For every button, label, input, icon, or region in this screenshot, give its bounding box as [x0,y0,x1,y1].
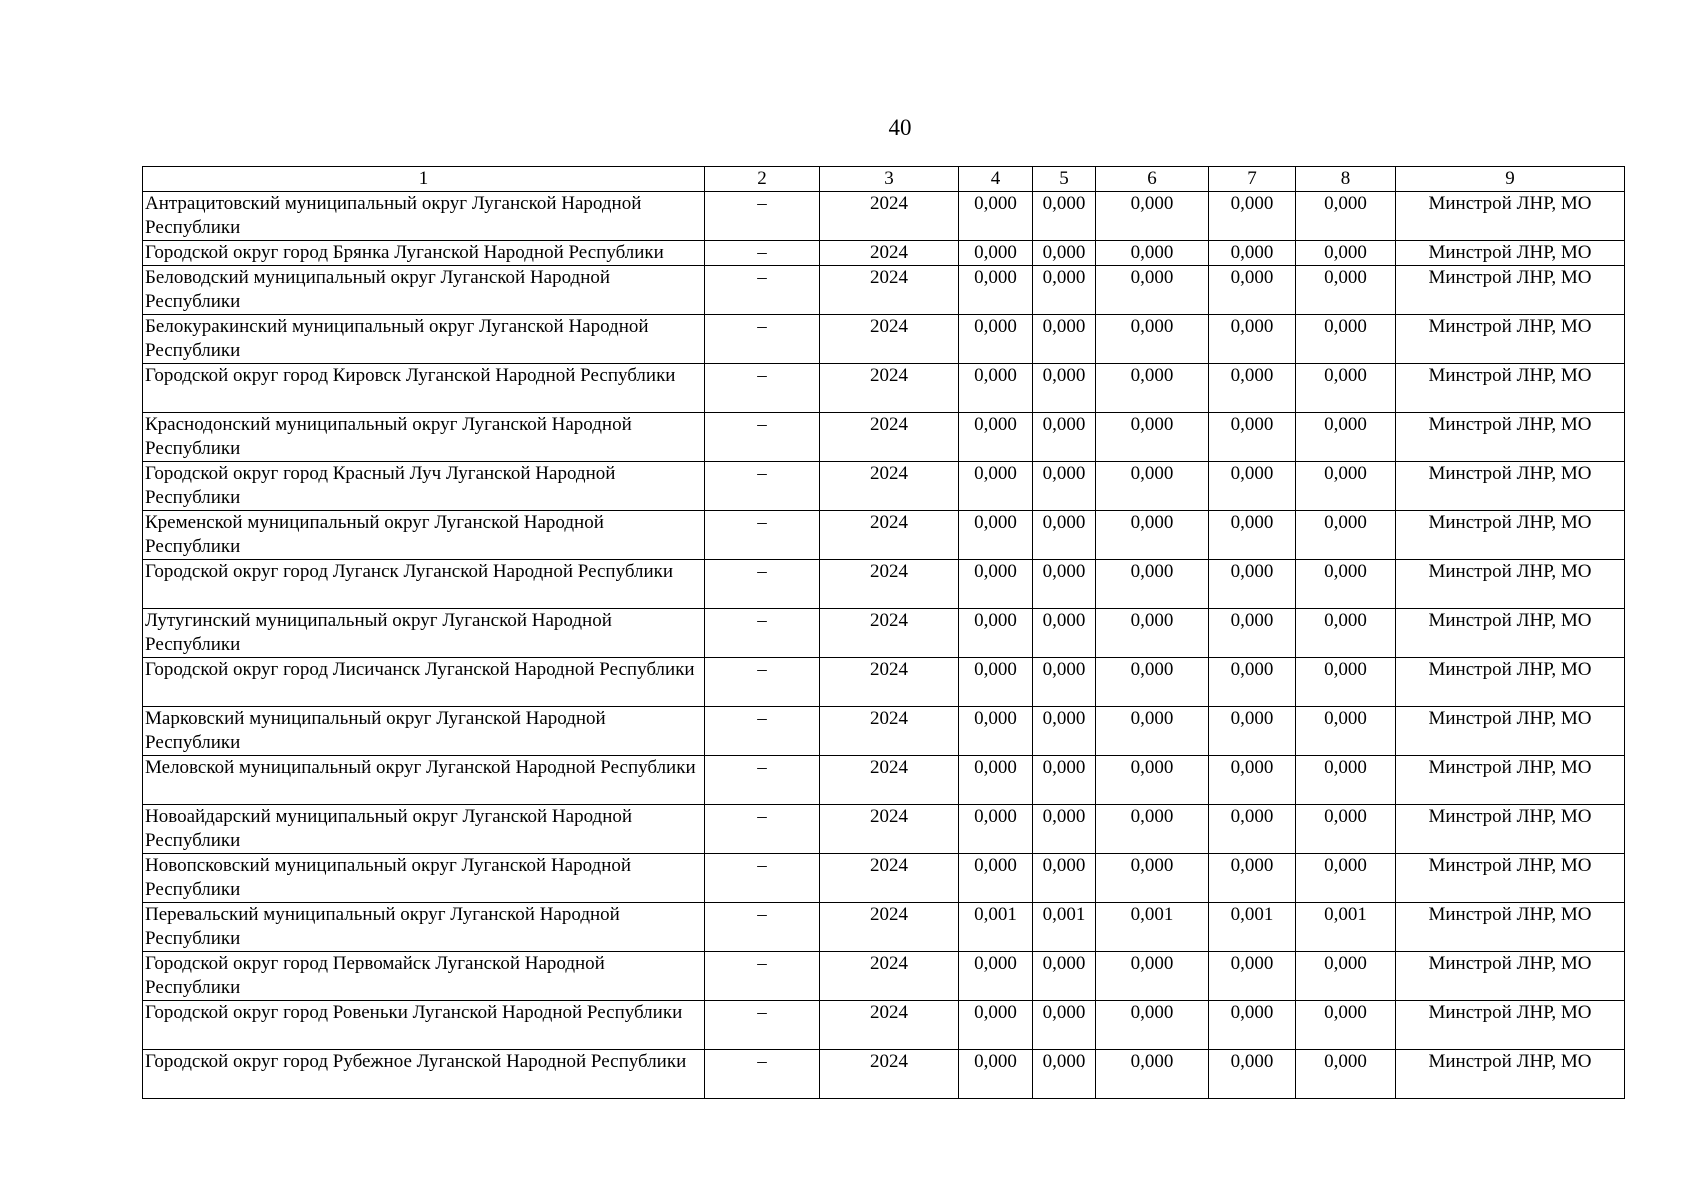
table-cell: Минстрой ЛНР, МО [1396,609,1625,658]
table-cell: 0,000 [1209,854,1296,903]
table-row [143,609,1625,658]
table-cell: 0,000 [1033,364,1096,413]
table-cell: 0,000 [1033,854,1096,903]
municipality-name-cell: Городской округ город Рубежное Луганской Народной Республики [143,1050,705,1099]
table-cell: – [705,903,820,952]
table-cell: 2024 [820,658,959,707]
table-cell: Минстрой ЛНР, МО [1396,364,1625,413]
table-cell: 0,000 [959,952,1033,1001]
table-cell: Минстрой ЛНР, МО [1396,315,1625,364]
table-cell: 2024 [820,364,959,413]
table-row [143,903,1625,952]
table-cell: – [705,241,820,266]
municipality-name-cell: Городской округ город Луганск Луганской Народной Республики [143,560,705,609]
table-cell: 0,000 [1209,707,1296,756]
table-cell: – [705,266,820,315]
header-cell: 3 [820,167,959,192]
table-cell: 0,001 [1033,903,1096,952]
municipality-name-cell: Меловской муниципальный округ Луганской Народной Республики [143,756,705,805]
table-cell: 2024 [820,1050,959,1099]
table-cell: 0,000 [1296,1001,1396,1050]
table-row [143,462,1625,511]
table-cell: 0,000 [1096,413,1209,462]
table-cell: 0,000 [1296,854,1396,903]
table-cell: 0,000 [1033,609,1096,658]
table-row [143,266,1625,315]
table-cell: 0,000 [1033,241,1096,266]
table-cell: 0,000 [1033,658,1096,707]
table-cell: 0,000 [959,192,1033,241]
table-cell: 2024 [820,560,959,609]
table-cell: Минстрой ЛНР, МО [1396,707,1625,756]
table-cell: 2024 [820,315,959,364]
table-cell: – [705,756,820,805]
table-row [143,707,1625,756]
municipality-name-cell: Перевальский муниципальный округ Луганской Народной Республики [143,903,705,952]
table-cell: 0,000 [1033,266,1096,315]
table-cell: 0,000 [1209,952,1296,1001]
table-cell: – [705,413,820,462]
table-cell: 0,001 [959,903,1033,952]
table-cell: 2024 [820,903,959,952]
table-cell: – [705,609,820,658]
table-cell: 2024 [820,192,959,241]
municipality-name-cell: Городской округ город Ровеньки Луганской Народной Республики [143,1001,705,1050]
table-cell: 2024 [820,805,959,854]
table-cell: 0,000 [1209,315,1296,364]
table-cell: 0,000 [1033,462,1096,511]
table-cell: 0,000 [1033,560,1096,609]
table-cell: 0,000 [1033,1050,1096,1099]
header-cell: 8 [1296,167,1396,192]
table-cell: Минстрой ЛНР, МО [1396,1001,1625,1050]
table-cell: 0,000 [959,609,1033,658]
table-cell: 2024 [820,266,959,315]
table-cell: 0,000 [1209,364,1296,413]
table-cell: 0,000 [1209,192,1296,241]
header-cell: 7 [1209,167,1296,192]
municipality-name-cell: Новоайдарский муниципальный округ Луганской Народной Республики [143,805,705,854]
table-cell: Минстрой ЛНР, МО [1396,266,1625,315]
table-cell: – [705,462,820,511]
table-cell: 0,000 [959,756,1033,805]
table-cell: 0,000 [1296,192,1396,241]
table-cell: 0,000 [1096,609,1209,658]
table-cell: 0,000 [959,413,1033,462]
table-cell: 0,000 [959,266,1033,315]
table-cell: 0,000 [1096,707,1209,756]
table-row [143,511,1625,560]
table-cell: 0,000 [959,511,1033,560]
table-cell: 0,000 [1033,511,1096,560]
table-cell: Минстрой ЛНР, МО [1396,658,1625,707]
table-row [143,805,1625,854]
table-cell: – [705,854,820,903]
table-cell: 0,000 [1296,805,1396,854]
table-cell: 0,000 [1209,560,1296,609]
table-cell: 0,000 [1209,413,1296,462]
table-cell: 0,000 [1296,241,1396,266]
table-row [143,560,1625,609]
header-cell: 2 [705,167,820,192]
table-cell: 0,000 [1296,756,1396,805]
table-cell: 2024 [820,241,959,266]
table-cell: 0,001 [1096,903,1209,952]
municipality-name-cell: Краснодонский муниципальный округ Луганской Народной Республики [143,413,705,462]
table-cell: – [705,364,820,413]
municipality-name-cell: Городской округ город Первомайск Луганской Народной Республики [143,952,705,1001]
table-cell: Минстрой ЛНР, МО [1396,462,1625,511]
table-cell: 0,000 [1096,1050,1209,1099]
table-cell: – [705,1050,820,1099]
table-row [143,315,1625,364]
table-row [143,413,1625,462]
table-cell: – [705,315,820,364]
table-cell: 0,000 [959,854,1033,903]
municipality-name-cell: Городской округ город Лисичанск Луганской Народной Республики [143,658,705,707]
table-cell: 0,000 [1296,560,1396,609]
table-cell: 0,000 [959,315,1033,364]
table-cell: 0,000 [1033,413,1096,462]
table-cell: 0,000 [1096,854,1209,903]
table-cell: – [705,511,820,560]
table-cell: 0,000 [1296,1050,1396,1099]
table-cell: 0,000 [1296,952,1396,1001]
table-cell: 0,000 [1096,560,1209,609]
table-cell: 0,000 [1096,756,1209,805]
table-cell: Минстрой ЛНР, МО [1396,952,1625,1001]
table-cell: Минстрой ЛНР, МО [1396,241,1625,266]
municipality-name-cell: Марковский муниципальный округ Луганской Народной Республики [143,707,705,756]
header-cell: 1 [143,167,705,192]
table-cell: 0,000 [1033,952,1096,1001]
table-cell: 0,000 [959,805,1033,854]
table-cell: 2024 [820,609,959,658]
table-cell: 0,000 [1096,266,1209,315]
table-cell: 0,000 [1209,511,1296,560]
table-cell: Минстрой ЛНР, МО [1396,756,1625,805]
table-cell: Минстрой ЛНР, МО [1396,560,1625,609]
table-cell: 0,000 [1096,1001,1209,1050]
table-cell: – [705,707,820,756]
table-cell: 0,000 [959,1050,1033,1099]
table-cell: Минстрой ЛНР, МО [1396,903,1625,952]
table-row [143,192,1625,241]
table-row [143,1001,1625,1050]
municipality-name-cell: Антрацитовский муниципальный округ Луганской Народной Республики [143,192,705,241]
table-cell: 0,000 [1033,315,1096,364]
table-cell: 0,000 [1209,462,1296,511]
header-cell: 9 [1396,167,1625,192]
table-cell: 0,000 [1033,1001,1096,1050]
table-cell: – [705,1001,820,1050]
table-cell: 0,000 [1209,756,1296,805]
table-cell: 0,000 [1096,315,1209,364]
table-cell: 0,000 [1209,1050,1296,1099]
table-cell: 2024 [820,413,959,462]
table-cell: Минстрой ЛНР, МО [1396,413,1625,462]
table-cell: 2024 [820,462,959,511]
table-row [143,1050,1625,1099]
table-row [143,658,1625,707]
table-cell: 2024 [820,511,959,560]
table-cell: 0,000 [1096,658,1209,707]
table-cell: 0,000 [1096,511,1209,560]
data-table [142,166,1625,1099]
table-cell: 0,000 [959,364,1033,413]
table-cell: 0,000 [1096,192,1209,241]
table-cell: 2024 [820,854,959,903]
table-row [143,952,1625,1001]
table-cell: 0,000 [1296,658,1396,707]
table-cell: 0,000 [959,1001,1033,1050]
municipality-name-cell: Беловодский муниципальный округ Луганской Народной Республики [143,266,705,315]
table-cell: 0,000 [1096,952,1209,1001]
table-cell: 0,000 [959,707,1033,756]
table-cell: 0,000 [1033,805,1096,854]
table-row [143,241,1625,266]
header-row [143,167,1625,192]
table-cell: Минстрой ЛНР, МО [1396,511,1625,560]
table-cell: 2024 [820,952,959,1001]
header-cell: 5 [1033,167,1096,192]
table-cell: 0,000 [1096,241,1209,266]
table-cell: 0,000 [1096,805,1209,854]
table-cell: – [705,952,820,1001]
table-row [143,756,1625,805]
table-row [143,854,1625,903]
table-cell: 0,000 [1296,462,1396,511]
table-cell: 0,000 [1296,609,1396,658]
table-cell: 0,000 [1296,413,1396,462]
municipality-name-cell: Городской округ город Брянка Луганской Народной Республики [143,241,705,266]
municipality-name-cell: Кременской муниципальный округ Луганской Народной Республики [143,511,705,560]
table-cell: 0,000 [1209,658,1296,707]
table-cell: 2024 [820,707,959,756]
table-cell: – [705,658,820,707]
table-cell: 0,000 [1033,756,1096,805]
table-cell: – [705,805,820,854]
table-cell: Минстрой ЛНР, МО [1396,192,1625,241]
table-cell: 0,000 [1209,1001,1296,1050]
municipality-name-cell: Лутугинский муниципальный округ Луганской Народной Республики [143,609,705,658]
table-body [143,192,1625,1099]
table-cell: 0,000 [1033,192,1096,241]
header-cell: 6 [1096,167,1209,192]
table-cell: – [705,192,820,241]
table-cell: 0,000 [1296,315,1396,364]
municipality-name-cell: Городской округ город Красный Луч Луганской Народной Республики [143,462,705,511]
table-cell: 0,000 [1096,364,1209,413]
table-cell: 0,001 [1209,903,1296,952]
table-cell: 0,000 [1209,609,1296,658]
table-cell: 0,000 [1033,707,1096,756]
municipality-name-cell: Белокуракинский муниципальный округ Луганской Народной Республики [143,315,705,364]
table-cell: 0,000 [1296,364,1396,413]
table-cell: 2024 [820,1001,959,1050]
municipality-name-cell: Новопсковский муниципальный округ Луганской Народной Республики [143,854,705,903]
table-row [143,364,1625,413]
page-number: 40 [888,115,912,140]
header-cell: 4 [959,167,1033,192]
table-cell: 0,000 [959,241,1033,266]
table-cell: 0,000 [1296,707,1396,756]
table-cell: 0,000 [1296,266,1396,315]
table-cell: 0,000 [1296,511,1396,560]
table-cell: 2024 [820,756,959,805]
table-cell: 0,000 [959,462,1033,511]
table-cell: 0,000 [959,658,1033,707]
table-cell: 0,001 [1296,903,1396,952]
table-cell: 0,000 [1209,266,1296,315]
table-cell: Минстрой ЛНР, МО [1396,805,1625,854]
table-cell: 0,000 [959,560,1033,609]
table-cell: Минстрой ЛНР, МО [1396,854,1625,903]
table-cell: 0,000 [1209,241,1296,266]
table-cell: 0,000 [1096,462,1209,511]
table-cell: Минстрой ЛНР, МО [1396,1050,1625,1099]
municipality-name-cell: Городской округ город Кировск Луганской Народной Республики [143,364,705,413]
table-cell: – [705,560,820,609]
table-cell: 0,000 [1209,805,1296,854]
